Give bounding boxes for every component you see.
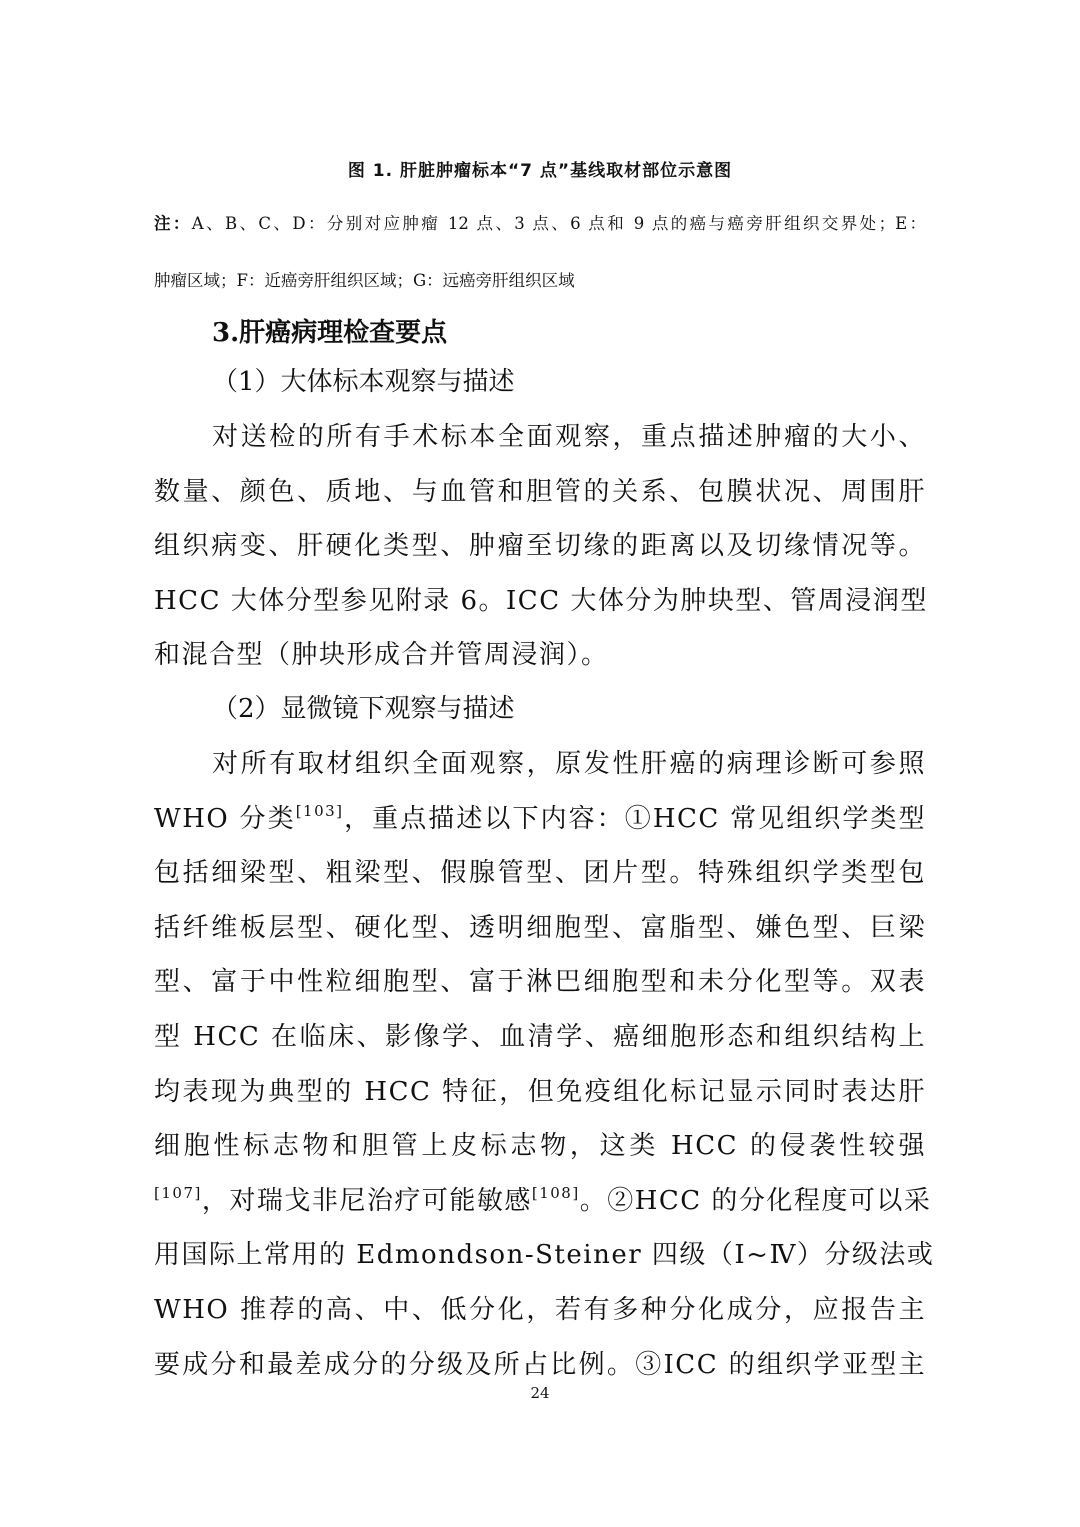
figure-caption: 图 1. 肝脏肿瘤标本“7 点”基线取材部位示意图	[347, 161, 733, 181]
paragraph-line: HCC 大体分型参见附录 6。ICC 大体分为肿块型、管周浸润型	[154, 585, 928, 616]
paragraph-line: 包括细梁型、粗梁型、假腺管型、团片型。特殊组织学类型包	[154, 858, 926, 889]
paragraph-line: 均表现为典型的 HCC 特征，但免疫组化标记显示同时表达肝	[154, 1076, 926, 1107]
text-fragment: ，重点描述以下内容：①HCC 常见组织学类型	[343, 803, 926, 834]
paragraph-line: 型 HCC 在临床、影像学、血清学、癌细胞形态和组织结构上	[154, 1021, 926, 1052]
subsection-heading-2: （2）显微镜下观察与描述	[212, 694, 515, 724]
figure-note-line-1	[154, 195, 926, 252]
paragraph-line: 数量、颜色、质地、与血管和胆管的关系、包膜状况、周围肝	[154, 476, 926, 507]
note-label: 注：	[154, 214, 192, 233]
paragraph-line: 细胞性标志物和胆管上皮标志物，这类 HCC 的侵袭性较强	[154, 1131, 926, 1162]
text-fragment: WHO 分类	[154, 803, 296, 834]
paragraph-gross-specimen	[154, 410, 926, 683]
citation-107: [107]	[154, 1183, 202, 1202]
paragraph-line	[154, 792, 926, 847]
page-number: 24	[530, 1384, 550, 1402]
citation-103: [103]	[295, 801, 344, 820]
citation-108: [108]	[531, 1183, 580, 1202]
paragraph-line: 型、富于中性粒细胞型、富于淋巴细胞型和未分化型等。双表	[154, 967, 926, 998]
paragraph-microscopy	[154, 737, 935, 1392]
paragraph-line: 括纤维板层型、硬化型、透明细胞型、富脂型、嫌色型、巨梁	[154, 912, 926, 943]
paragraph-line: 对送检的所有手术标本全面观察，重点描述肿瘤的大小、	[212, 422, 926, 452]
paragraph-line: 对所有取材组织全面观察，原发性肝癌的病理诊断可参照	[212, 749, 926, 779]
paragraph-line: 要成分和最差成分的分级及所占比例。③ICC 的组织学亚型主	[154, 1349, 926, 1380]
text-fragment: 。②HCC 的分化程度可以采	[579, 1185, 932, 1216]
paragraph-line	[154, 1174, 932, 1229]
text-fragment: ，对瑞戈非尼治疗可能敏感	[201, 1185, 532, 1216]
section-heading: 3.肝癌病理检查要点	[212, 318, 448, 348]
subsection-heading-1: （1）大体标本观察与描述	[212, 367, 515, 397]
paragraph-line: WHO 推荐的高、中、低分化，若有多种分化成分，应报告主	[154, 1294, 926, 1325]
paragraph-line: 和混合型（肿块形成合并管周浸润）。	[154, 640, 609, 671]
paragraph-line: 用国际上常用的 Edmondson-Steiner 四级（Ⅰ~Ⅳ）分级法或	[154, 1240, 935, 1271]
figure-note-line-2: 肿瘤区域；F：近癌旁肝组织区域；G：远癌旁肝组织区域	[154, 271, 575, 290]
note-text-1: A、B、C、D：分别对应肿瘤 12 点、3 点、6 点和 9 点的癌与癌旁肝组织交界处；E：	[191, 214, 927, 233]
paragraph-line: 组织病变、肝硬化类型、肿瘤至切缘的距离以及切缘情况等。	[154, 531, 926, 562]
